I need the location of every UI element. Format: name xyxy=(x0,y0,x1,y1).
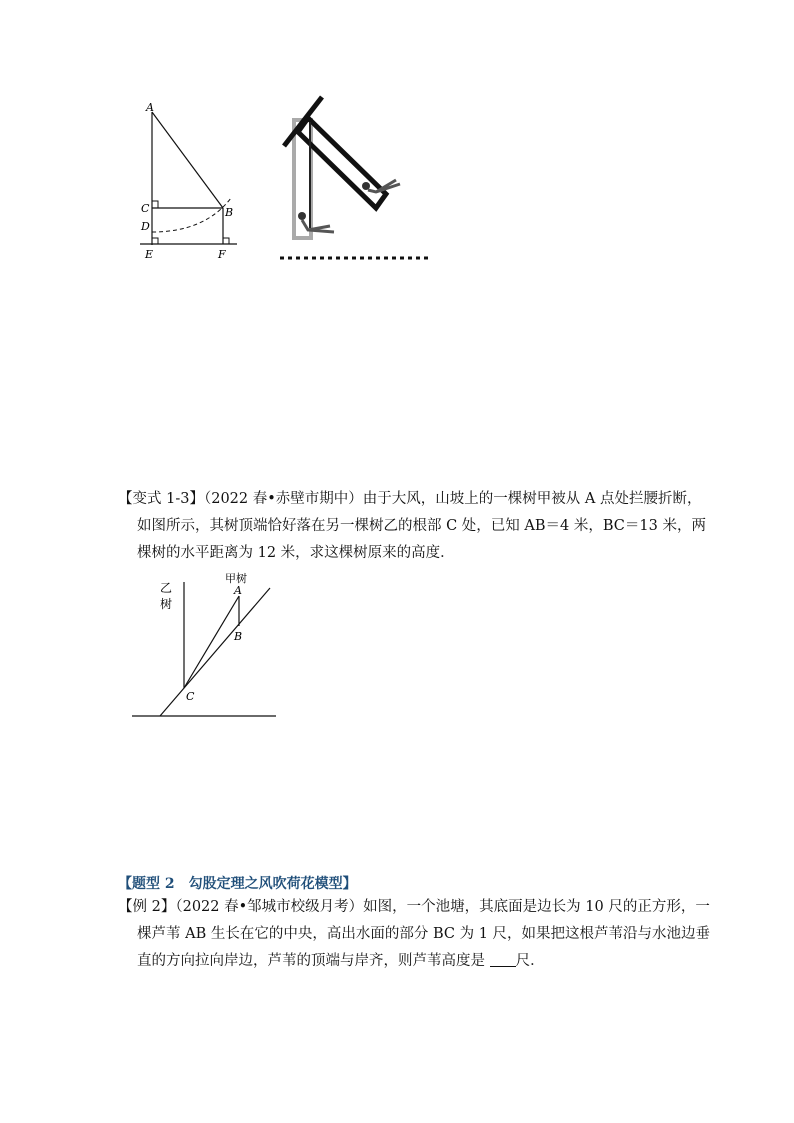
example2-text-3a: 直的方向拉向岸边，芦苇的顶端与岸齐，则芦苇高度是 xyxy=(137,953,485,969)
example2-text-3b: 尺． xyxy=(515,953,545,969)
segment-AC xyxy=(184,596,239,688)
type2-heading: 【题型 2 勾股定理之风吹荷花模型】 xyxy=(118,876,357,892)
right-angle-E xyxy=(152,238,158,244)
label-shu: 树 xyxy=(160,597,173,611)
slope xyxy=(160,588,270,716)
label-F: F xyxy=(218,248,226,261)
label-E: E xyxy=(145,248,154,261)
variant-prefix: 【变式 1-3】 xyxy=(118,491,204,507)
label-B: B xyxy=(225,206,234,219)
label-yi: 乙 xyxy=(160,581,173,595)
variant-text-1: （2022 春•赤壁市期中）由于大风，山坡上的一棵树甲被从 A 点处拦腰折断， xyxy=(203,491,702,507)
right-angle-C xyxy=(152,201,158,208)
label-C: C xyxy=(141,202,150,215)
person-head-1 xyxy=(298,212,306,220)
person-body-1 xyxy=(302,220,334,232)
example2-problem xyxy=(118,894,711,975)
example2-prefix: 【例 2】 xyxy=(118,899,176,915)
label-A: A xyxy=(146,101,154,114)
answer-blank xyxy=(490,952,516,967)
frame-illustration xyxy=(278,92,434,264)
tree-slope-figure xyxy=(130,566,282,726)
example2-line-2: 棵芦苇 AB 生长在它的中央，高出水面的部分 BC 为 1 尺，如果把这根芦苇沿与水池边垂 xyxy=(137,926,711,942)
label-B: B xyxy=(234,630,243,643)
example2-line-3 xyxy=(118,948,688,975)
right-angle-F xyxy=(223,238,229,244)
label-jiashu: 甲树 xyxy=(225,572,247,585)
example2-text-1: （2022 春•邹城市校级月考）如图，一个池塘，其底面是边长为 10 尺的正方形，一 xyxy=(175,899,710,915)
label-C: C xyxy=(186,690,195,703)
variant-problem xyxy=(118,486,706,567)
variant-line-2: 如图所示，其树顶端恰好落在另一棵树乙的根部 C 处，已知 AB＝4 米，BC＝13 米，两 xyxy=(137,518,706,534)
label-D: D xyxy=(141,220,150,233)
label-A: A xyxy=(234,584,242,597)
variant-line-1 xyxy=(118,486,702,513)
triangle-figure xyxy=(135,98,245,262)
example2-line-1 xyxy=(118,894,710,921)
segment-AB xyxy=(152,112,223,208)
variant-line-3: 棵树的水平距离为 12 米，求这棵树原来的高度． xyxy=(137,545,455,561)
